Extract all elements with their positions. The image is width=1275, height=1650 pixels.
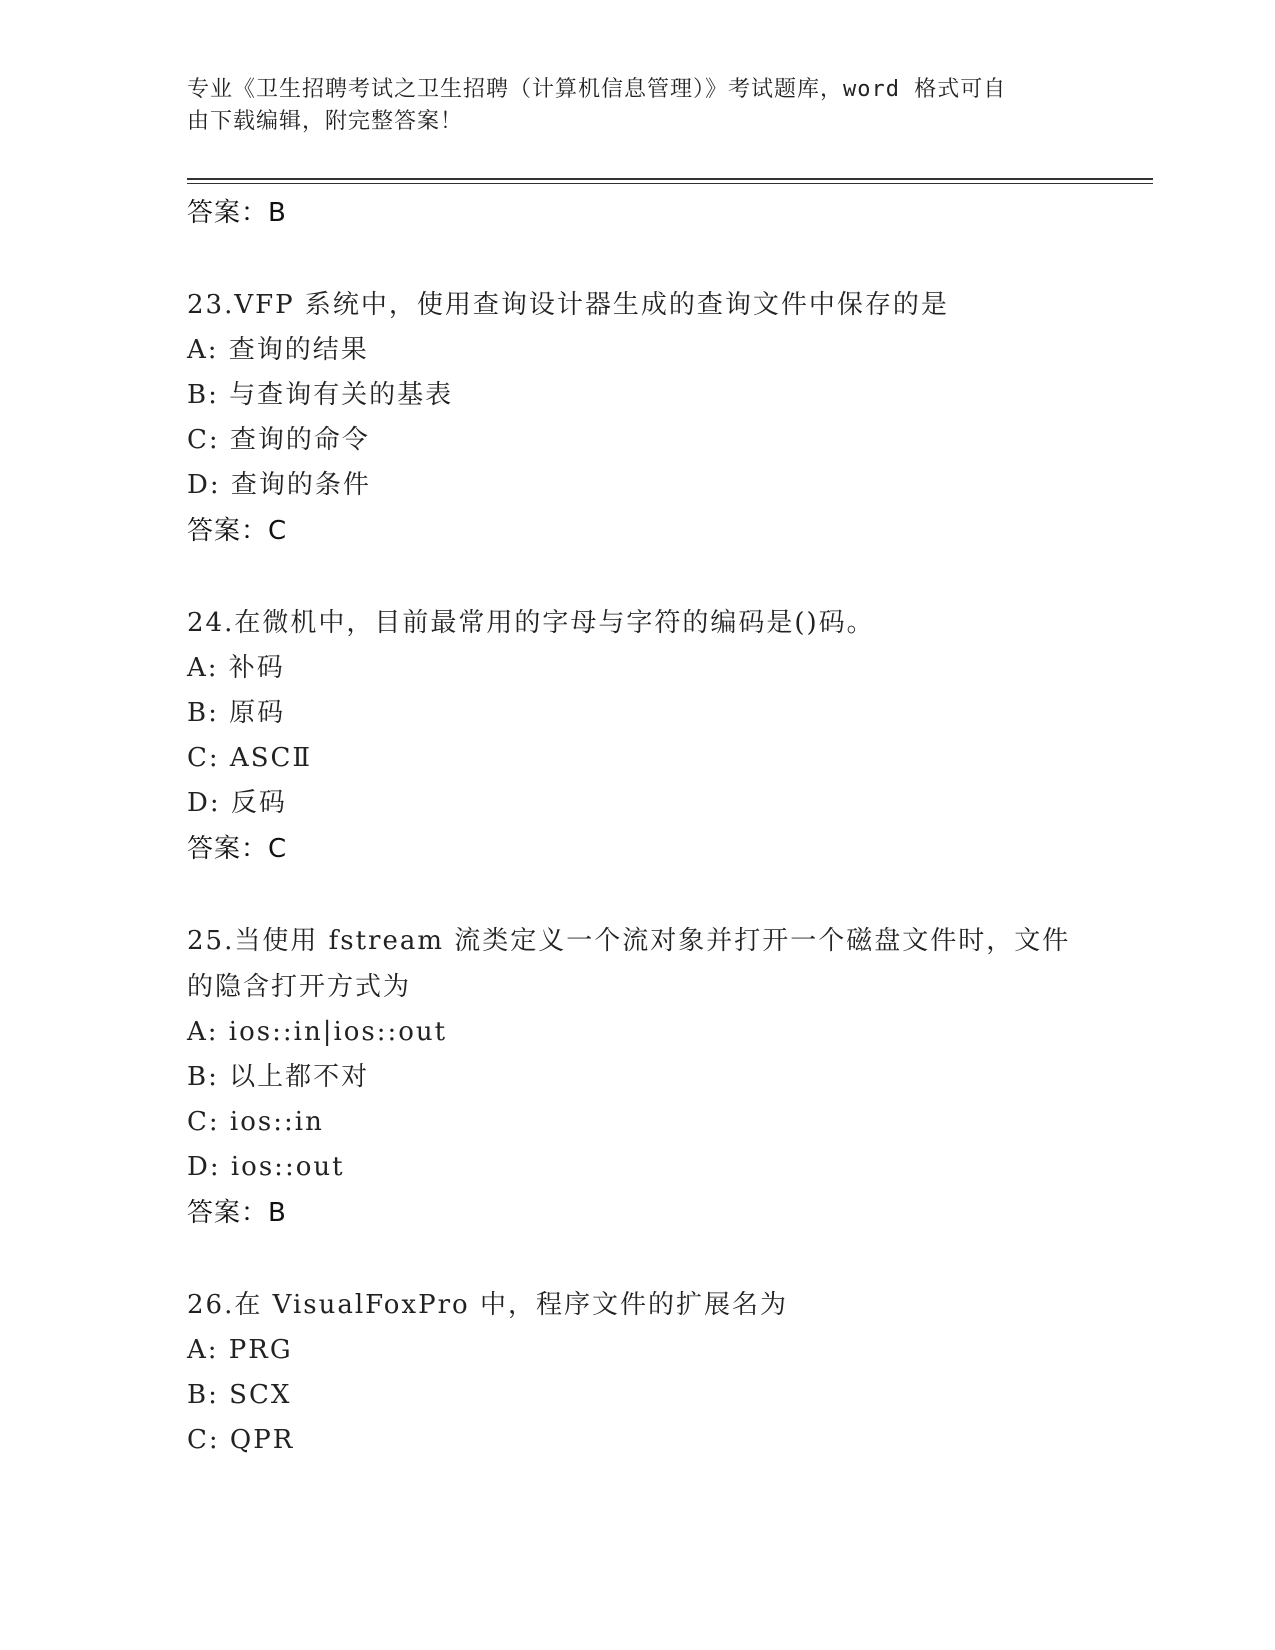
option-a: A: 补码 <box>187 653 285 683</box>
answer: 答案：B <box>187 1198 287 1228</box>
question-23 <box>187 282 1087 554</box>
question-stem: 在 VisualFoxPro 中，程序文件的扩展名为 <box>234 1290 788 1320</box>
option-c: C: ASCⅡ <box>187 743 313 773</box>
option-a: A: 查询的结果 <box>187 335 369 365</box>
option-d: D: 查询的条件 <box>187 470 371 500</box>
question-24 <box>187 600 1087 872</box>
option-c: C: 查询的命令 <box>187 425 370 455</box>
question-stem: 在微机中，目前最常用的字母与字符的编码是()码。 <box>234 608 875 638</box>
option-a: A: PRG <box>187 1335 293 1365</box>
question-26 <box>187 1282 1087 1463</box>
answer: 答案：C <box>187 516 288 546</box>
question-stem: VFP 系统中，使用查询设计器生成的查询文件中保存的是 <box>234 290 949 320</box>
answer: 答案：C <box>187 834 288 864</box>
header-divider-thin <box>187 183 1153 184</box>
question-number: 23. <box>187 290 235 320</box>
question-text <box>187 600 1087 646</box>
question-list <box>187 190 1087 1463</box>
option-b: B: SCX <box>187 1380 292 1410</box>
question-text <box>187 918 1087 964</box>
option-b: B: 与查询有关的基表 <box>187 380 454 410</box>
document-header <box>187 74 1067 138</box>
header-divider-thick <box>187 178 1153 180</box>
option-d: D: ios::out <box>187 1152 345 1182</box>
option-a: A: ios::in|ios::out <box>187 1017 448 1047</box>
question-25 <box>187 918 1087 1236</box>
question-number: 24. <box>187 608 235 638</box>
option-b: B: 以上都不对 <box>187 1062 370 1092</box>
question-number: 25. <box>187 926 235 956</box>
header-line-2: 由下载编辑，附完整答案！ <box>187 109 464 134</box>
option-c: C: QPR <box>187 1425 295 1455</box>
option-d: D: 反码 <box>187 788 287 818</box>
question-stem-line-2: 的隐含打开方式为 <box>187 972 412 1002</box>
question-text <box>187 282 1087 328</box>
header-line-1: 专业《卫生招聘考试之卫生招聘（计算机信息管理）》考试题库，word 格式可自 <box>187 77 1007 102</box>
question-text <box>187 1282 1087 1328</box>
question-stem-line-1: 当使用 fstream 流类定义一个流对象并打开一个磁盘文件时，文件 <box>234 926 1071 956</box>
previous-answer: 答案：B <box>187 198 287 228</box>
question-number: 26. <box>187 1290 235 1320</box>
option-b: B: 原码 <box>187 698 286 728</box>
option-c: C: ios::in <box>187 1107 324 1137</box>
